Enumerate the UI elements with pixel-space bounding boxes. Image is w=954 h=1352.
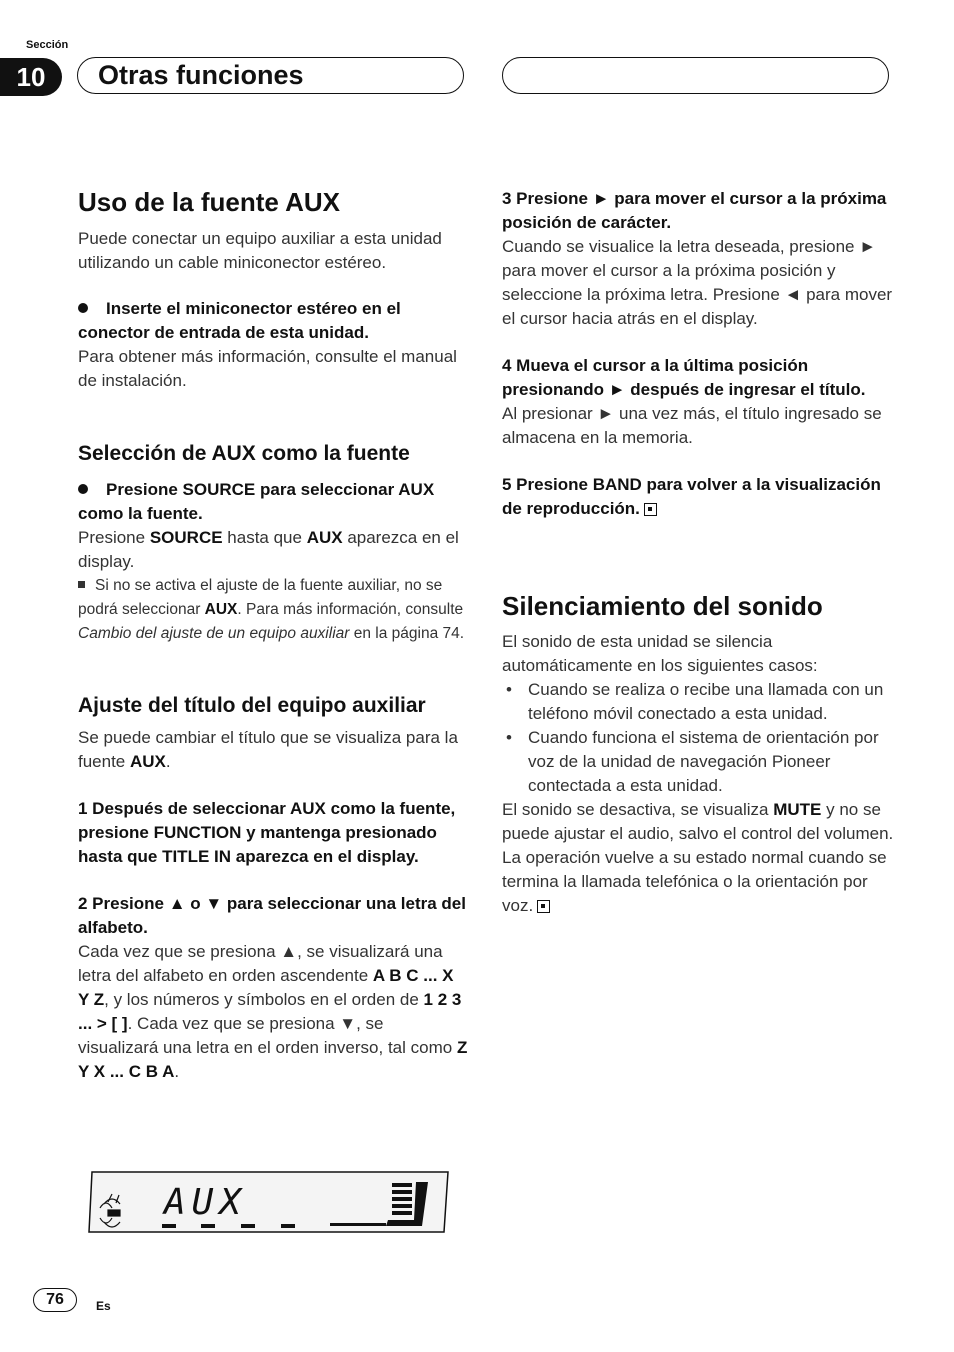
- note-square-icon: [78, 581, 85, 588]
- bullet-icon: [78, 484, 88, 494]
- paragraph-step-2: Cada vez que se presiona ▲, se visualizará una letra del alfabeto en orden ascendente A B C ... X Y Z, y los números y símbolos en el orden de 1 2 3 ... > [ ]. Cada vez que se presiona ▼, se visualizará una letra en el orden inverso, tal como Z Y X ... C B A.: [78, 942, 468, 1081]
- paragraph-ajuste: Se puede cambiar el título que se visualiza para la fuente AUX.: [78, 728, 458, 771]
- paragraph-final: El sonido se desactiva, se visualiza MUTE y no se puede ajustar el audio, salvo el control del volumen. La operación vuelve a su estado normal cuando se termina la llamada telefónica o la orientación por voz.: [502, 800, 894, 915]
- section-number-badge: 10: [0, 58, 62, 96]
- note-aux: Si no se activa el ajuste de la fuente auxiliar, no se podrá seleccionar AUX. Para más información, consulte Cambio del ajuste de un equipo auxiliar en la página 74.: [78, 577, 465, 642]
- paragraph-step-4: Al presionar ► una vez más, el título ingresado se almacena en la memoria.: [502, 404, 882, 447]
- header-empty-box: [502, 57, 889, 94]
- section-title: Otras funciones: [98, 60, 304, 90]
- end-mark-icon: [644, 503, 657, 516]
- paragraph-insert: Para obtener más información, consulte el manual de instalación.: [78, 347, 457, 390]
- paragraph-silencio: El sonido de esta unidad se silencia automáticamente en los siguientes casos:: [502, 632, 818, 675]
- heading-uso-aux: Uso de la fuente AUX: [78, 187, 340, 217]
- step-insert: Inserte el miniconector estéreo en el conector de entrada de esta unidad.: [78, 299, 401, 342]
- heading-seleccion-aux: Selección de AUX como la fuente: [78, 442, 410, 465]
- step-3: 3 Presione ► para mover el cursor a la próxima posición de carácter.: [502, 189, 887, 232]
- right-column: [502, 187, 894, 918]
- list-item: • Cuando funciona el sistema de orientación por voz de la unidad de navegación Pioneer contectada a esta unidad.: [502, 726, 894, 798]
- list-item: • Cuando se realiza o recibe una llamada con un teléfono móvil conectado a esta unidad.: [502, 678, 894, 726]
- paragraph-step-3: Cuando se visualice la letra deseada, presione ► para mover el cursor a la próxima posición y seleccione la próxima letra. Presione ◄ para mover el cursor hacia atrás en el display.: [502, 237, 893, 328]
- page-number: 76: [33, 1288, 77, 1312]
- step-source: Presione SOURCE para seleccionar AUX como la fuente.: [78, 480, 435, 523]
- step-4: 4 Mueva el cursor a la última posición presionando ► después de ingresar el título.: [502, 356, 866, 399]
- lcd-display-illustration: [86, 1170, 452, 1236]
- bullet-list: [502, 678, 894, 798]
- lcd-aux-text: AUX: [164, 1182, 248, 1223]
- step-5: 5 Presione BAND para volver a la visualización de reproducción.: [502, 475, 881, 518]
- end-mark-icon: [537, 900, 550, 913]
- paragraph-source: Presione SOURCE hasta que AUX aparezca en el display.: [78, 528, 459, 571]
- heading-ajuste-titulo: Ajuste del título del equipo auxiliar: [78, 694, 426, 717]
- section-title-box: [77, 57, 464, 94]
- paragraph-uso: Puede conectar un equipo auxiliar a esta unidad utilizando un cable miniconector estéreo.: [78, 229, 442, 272]
- heading-silenciamiento: Silenciamiento del sonido: [502, 591, 823, 621]
- step-2: 2 Presione ▲ o ▼ para seleccionar una letra del alfabeto.: [78, 894, 466, 937]
- step-1: 1 Después de seleccionar AUX como la fuente, presione FUNCTION y mantenga presionado hasta que TITLE IN aparezca en el display.: [78, 799, 456, 866]
- bullet-icon: [78, 303, 88, 313]
- left-column: [78, 187, 468, 1084]
- language-label: Es: [96, 1299, 111, 1313]
- section-label: Sección: [26, 39, 69, 51]
